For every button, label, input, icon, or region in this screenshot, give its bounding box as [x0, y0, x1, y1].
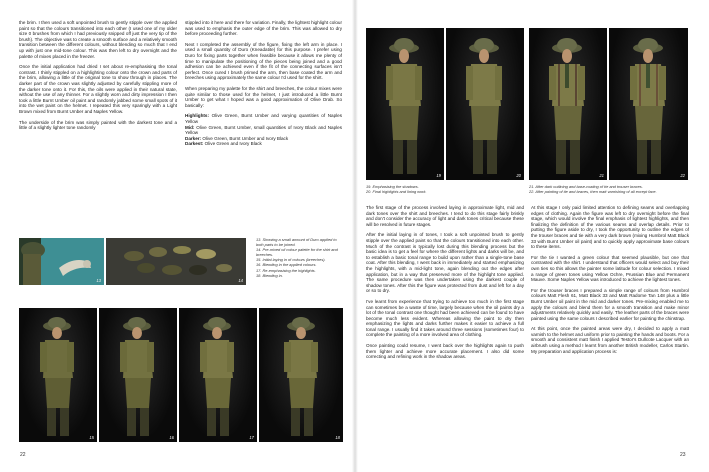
- right-column-2: [531, 205, 689, 450]
- photo-duro-arm: [19, 238, 104, 285]
- page-number-right: 23: [680, 452, 686, 458]
- photo-number: 19: [436, 173, 441, 178]
- mix-text: Olive Green, Burnt Umber and Ivory Black: [201, 135, 289, 141]
- mix-text: Olive Green, Burnt Umber and varying quantities of Naples Yellow: [185, 113, 342, 124]
- caption: 17. Re-emphasising the highlights.: [256, 267, 316, 273]
- mix-text: Olive Green and Ivory Black: [203, 141, 262, 147]
- caption: 18. Blending in.: [256, 272, 283, 278]
- right-column-1: [366, 205, 524, 450]
- arm-illustration: [19, 238, 104, 285]
- paragraph: When preparing my palette for the shirt and breeches, the colour mixes were quite similar to those used for the helmet, I just introduced a little Burnt Umber to get what I hoped was a good approximation of Olive Drab. So basically:: [185, 85, 342, 108]
- photo-number: 13: [96, 278, 101, 283]
- figure-illustration: [99, 308, 177, 442]
- paragraph: I've learnt from experience that trying to achieve too much in the first stage can sometimes be a waste of time, largely because when the oil paints dry a lot of the tonal contrast one thought had been achieved can be found to have become much less evident. Whereas allowing the paint to dry then emphasizing the lights and darks further makes it easier to achieve a full tonal range. I usually find it takes around three sessions (sometimes four) to complete the painting of a more involved area of clothing.: [366, 298, 524, 338]
- photo-number: 22: [680, 173, 685, 178]
- figure-illustration: [609, 28, 688, 180]
- caption: 22. After painting of tie and braces, then matt varnishing of all except face.: [529, 189, 657, 195]
- photo-number: 15: [89, 435, 94, 440]
- photo-figure-20: [446, 28, 524, 180]
- photo-number: 17: [249, 435, 254, 440]
- page-number-left: 22: [20, 452, 26, 458]
- caption: 19. Emphasising the shadows.: [366, 184, 419, 189]
- left-column-2: [185, 20, 342, 235]
- mix-label: Mid:: [185, 124, 195, 130]
- colour-mix-highlights: [185, 113, 342, 124]
- caption: 21. After dark outlining and base-coating of tie and trouser braces.: [529, 184, 643, 189]
- paragraph: Once painting could resume, I went back over the highlights again to push them lighter and achieve more accurate placement. I also did some correcting and refining work in the shadow areas.: [366, 343, 524, 360]
- photo-figure-22: [609, 28, 688, 180]
- figure-illustration: [19, 308, 97, 442]
- captions-13-18: [256, 237, 344, 278]
- paragraph: The first stage of the process involved laying in approximate light, mid and dark tones over the shirt and breeches. I tend to do this stage fairly briskly and don't consider the accuracy of light and dark tones critical because these will be resolved in future stages.: [366, 205, 524, 227]
- caption: 14. Pre-mixed oil colour palette for the shirt and breeches.: [256, 247, 338, 258]
- figure-illustration: [259, 308, 343, 442]
- mix-label: Highlights:: [185, 113, 209, 119]
- photo-figure-19: [366, 28, 444, 180]
- colour-mix-mid: [185, 125, 342, 136]
- photo-number: 14: [238, 278, 243, 283]
- photo-figure-21: [529, 28, 607, 180]
- captions-21-22: [529, 184, 689, 194]
- photo-figure-15: [19, 308, 97, 442]
- paragraph: stippled into it here and there for variation. Finally, the lightest highlight colour was used to emphasis the outer edge of the brim. This was allowed to dry before proceeding further.: [185, 20, 342, 37]
- colour-mix-list: [185, 113, 342, 147]
- figure-illustration: [179, 308, 257, 442]
- photo-number: 20: [516, 173, 521, 178]
- mix-label: Darkest:: [185, 141, 204, 147]
- paragraph: Once the initial application had dried I set about re-emphasising the tonal contrast. I thinly stippled on a highlighting colour onto the crown and parts of the brim, allowing a little of the original tone to show through in places. The darker part of the crown was slightly adjusted by carefully stippling more of the darker tone onto it. For this, the oils were applied in their natural state, without the use of any thinner. For a slightly worn and dirty impression I then took a little Burnt Umber oil paint and randomly jabbed some small spots of it into the wet paint on the helmet. I repeated this very sparingly with a Light Brown mixed from Burnt Umber and Naples Yellow.: [19, 64, 177, 114]
- photo-number: 21: [599, 173, 604, 178]
- photo-number: 18: [335, 435, 340, 440]
- photo-number: 16: [169, 435, 174, 440]
- paragraph: At this point, once the painted areas were dry, I decided to apply a matt varnish to the helmet and uniform prior to painting the hands and boots. For a smooth and consistent matt finish I applied Testor's Dullcote Lacquer with an airbrush using a method I learnt from another British modeller, Carlos Startin. My preparation and application process is:: [531, 326, 689, 354]
- caption: 13. Showing a small amount of Duro applied to both parts to be joined.: [256, 237, 337, 248]
- colour-mix-darkest: [185, 141, 342, 147]
- mix-label: Darker:: [185, 135, 202, 141]
- paragraph: For the tie I wanted a green colour that seemed plausible, but one that contrasted with the shirt. I understand that officers would select and buy their own ties so this allows the painter some latitude for colour selection. I mixed a range of green tones using Yellow Ochre, Prussian Blue and Permanent Mauve. Some Naples Yellow was introduced to achieve the lightest tones.: [531, 254, 689, 283]
- figure-illustration: [366, 28, 444, 180]
- caption: 15. Initial laying in of colours (breeches).: [256, 257, 326, 263]
- paragraph: The underside of the brim was simply painted with the darkest tone and a little of a slightly lighter tone randomly: [19, 119, 177, 131]
- figure-illustration: [446, 28, 524, 180]
- paragraph: Next I completed the assembly of the figure, fixing the left arm in place. I used a small quantity of Duro (Kneadatite) for this purpose. I prefer using Duro for fixing parts together when feasible because it allows me plenty of time to manipulate the positioning of the pieces being joined and a good adhesion can be achieved even if the fit of the connecting surfaces isn't perfect. Once cured I brush primed the arm, then base coated the arm and breeches using approximately the same colour I'd used for the shirt.: [185, 41, 342, 81]
- photo-figure-17: [179, 308, 257, 442]
- paragraph: For the trouser braces I prepared a simple range of colours from Humbrol colours Matt Flesh 61, Matt Black 33 and Matt Radome Tan 148 plus a little Burnt Umber oil paint in the mid and darker tones. Pre-mixing enabled me to apply the colours and blend them for a smooth transition and make minor adjustments relatively quickly and easily. The leather parts of the braces were painted using the same colours I described earlier for painting the chinstrap.: [531, 287, 689, 321]
- photo-figure-18: [259, 308, 343, 442]
- photo-palette: [106, 238, 246, 285]
- paragraph: After the initial laying in of tones, I took a soft unpointed brush to gently stipple over the applied paint so that the colours transitioned into each other. Much of the contrast is typically lost during this blending process but the basic idea is to get a feel for where the different lights and darks will be, and to establish a basic tonal range to build upon rather than a single-tone base coat. After this blending, I went back in immediately and started emphasizing the highlights, with a mid-light tone, again blending out the edges after application, but in a way that preserved more of the highlight tone applied. The same procedure was then undertaken using the darkest couple of shadow tones. After this the figure was protected from dust and left for a day or so to dry.: [366, 232, 524, 294]
- caption: 20. Final highlights and lining work.: [366, 189, 427, 195]
- captions-19-20: [366, 184, 524, 194]
- mix-text: Olive Green, Burnt Umber, small quantities of Ivory Black and Naples Yellow: [185, 124, 342, 136]
- paragraph: the brim. I then used a soft unpointed brush to gently stipple over the applied paint so that the colours transitioned into each other (I used one of my older size 0 brushes from which I had previously snipped off just the very tip of the brush). The objective was to create a smooth surface and a relatively smooth transition between the different colours, without blending so much that I end up with just one mid-tone colour. This was then left to dry overnight and the palette of mixes placed in the freezer.: [19, 20, 177, 59]
- caption: 16. Blending in the applied colours.: [256, 262, 317, 268]
- figure-illustration: [529, 28, 607, 180]
- palette-illustration: [106, 238, 246, 285]
- photo-figure-16: [99, 308, 177, 442]
- page-gutter: [352, 0, 358, 472]
- left-column-1: [19, 20, 177, 230]
- paragraph: At this stage I only paid limited attention to defining seams and overlapping edges of clothing. Again the figure was left to dry overnight before the final stage, which would involve the final emphasis of lightest highlights, and then finalizing the definition of the various seams and overlap details. Prior to putting the figure aside to dry, I took the opportunity to outline the edges of the trouser braces and tie with a very dark brown (mixing Humbrol Matt Black 33 with Burnt Umber oil paint) and to quickly apply approximate base colours to these items.: [531, 205, 689, 250]
